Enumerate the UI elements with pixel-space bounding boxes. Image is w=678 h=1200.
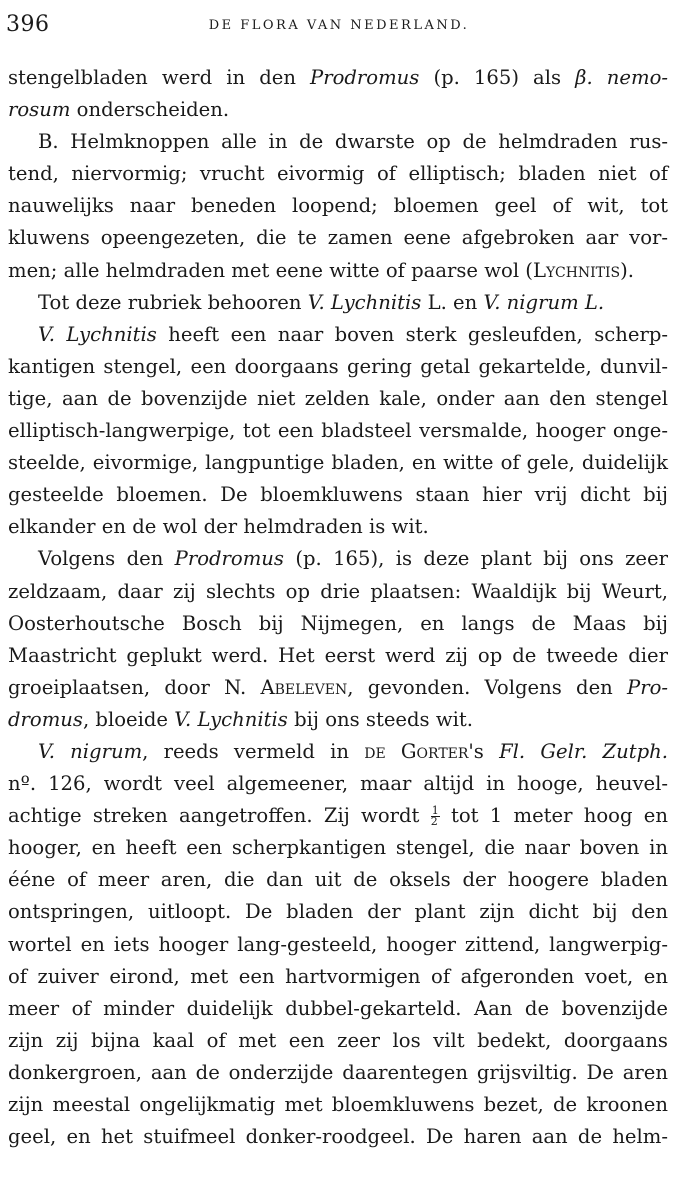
- text-line: kluwens opeengezeten, die te zamen eene afgebroken aar vor-: [8, 226, 668, 250]
- text-line: ééne of meer aren, die dan uit de oksels der hoogere bladen: [8, 868, 668, 892]
- text-line: wortel en iets hooger lang-gesteeld, hooger zittend, langwerpig-: [8, 932, 668, 956]
- text-line: zijn zij bijna kaal of met een zeer los vilt bedekt, doorgaans: [8, 1028, 668, 1052]
- running-title: DE FLORA VAN NEDERLAND.: [208, 18, 470, 33]
- text-line: gesteelde bloemen. De bloemkluwens staan hier vrij dicht bij: [8, 483, 668, 507]
- text-line: ontspringen, uitloopt. De bladen der plant zijn dicht bij den: [8, 900, 668, 924]
- paragraph-start: V. nigrum, reeds vermeld in de Gorter's Fl. Gelr. Zutph.: [38, 739, 669, 763]
- text-line: Oosterhoutsche Bosch bij Nijmegen, en langs de Maas bij: [8, 611, 668, 635]
- text-line: steelde, eivormige, langpuntige bladen, en witte of gele, duidelijk: [8, 451, 668, 475]
- text-line: groeiplaatsen, door N. Abeleven, gevonden. Volgens den Pro-: [8, 675, 668, 699]
- text-line: hooger, en heeft een scherpkantigen stengel, die naar boven in: [8, 836, 668, 860]
- text-line: zijn meestal ongelijkmatig met bloemkluwens bezet, de kroonen: [8, 1093, 668, 1116]
- page-number: 396: [6, 12, 50, 37]
- text-line: zeldzaam, daar zij slechts op drie plaatsen: Waaldijk bij Weurt,: [8, 579, 668, 603]
- text-line: nauwelijks naar beneden loopend; bloemen geel of wit, tot: [8, 194, 668, 218]
- paragraph-start: Tot deze rubriek behooren V. Lychnitis L. en V. nigrum L.: [38, 290, 605, 314]
- text-line: achtige streken aangetroffen. Zij wordt $\frac{1}{2}$ tot 1 meter hoog en: [8, 804, 668, 829]
- text-line: kantigen stengel, een doorgaans gering getal gekartelde, dunvil-: [8, 354, 668, 378]
- text-line: of zuiver eirond, met een hartvormigen of afgeronden voet, en: [8, 964, 668, 988]
- text-line: elliptisch-langwerpige, tot een bladsteel versmalde, hooger onge-: [8, 419, 668, 443]
- paragraph-start: Volgens den Prodromus (p. 165), is deze plant bij ons zeer: [38, 547, 668, 571]
- text-line: geel, en het stuifmeel donker-roodgeel. De haren aan de helm-: [8, 1125, 668, 1149]
- page-header: [6, 12, 672, 42]
- text-line: dromus, bloeide V. Lychnitis bij ons steeds wit.: [8, 707, 473, 731]
- paragraph-start: B. Helmknoppen alle in de dwarste op de helmdraden rus-: [38, 130, 668, 154]
- text-line: donkergroen, aan de onderzijde daarentegen grijsviltig. De aren: [8, 1060, 668, 1084]
- text-line: Maastricht geplukt werd. Het eerst werd zij op de tweede dier: [8, 643, 668, 667]
- paragraph-start: V. Lychnitis heeft een naar boven sterk gesleufden, scherp-: [38, 322, 668, 346]
- body-text: [8, 62, 668, 1153]
- text-line: meer of minder duidelijk dubbel-gekarteld. Aan de bovenzijde: [8, 996, 668, 1020]
- text-line: stengelbladen werd in den Prodromus (p. 165) als β. nemo-: [8, 66, 669, 89]
- fraction: $\frac{1}{2}$: [430, 804, 439, 829]
- text-line: elkander en de wol der helmdraden is wit.: [8, 515, 429, 539]
- text-line: men; alle helmdraden met eene witte of paarse wol (Lychnitis).: [8, 258, 635, 282]
- text-line: rosum onderscheiden.: [8, 98, 230, 122]
- text-line: tige, aan de bovenzijde niet zelden kale, onder aan den stengel: [8, 386, 668, 410]
- text-line: nº. 126, wordt veel algemeener, maar altijd in hooge, heuvel-: [8, 772, 668, 796]
- text-line: tend, niervormig; vrucht eivormig of elliptisch; bladen niet of: [8, 162, 668, 186]
